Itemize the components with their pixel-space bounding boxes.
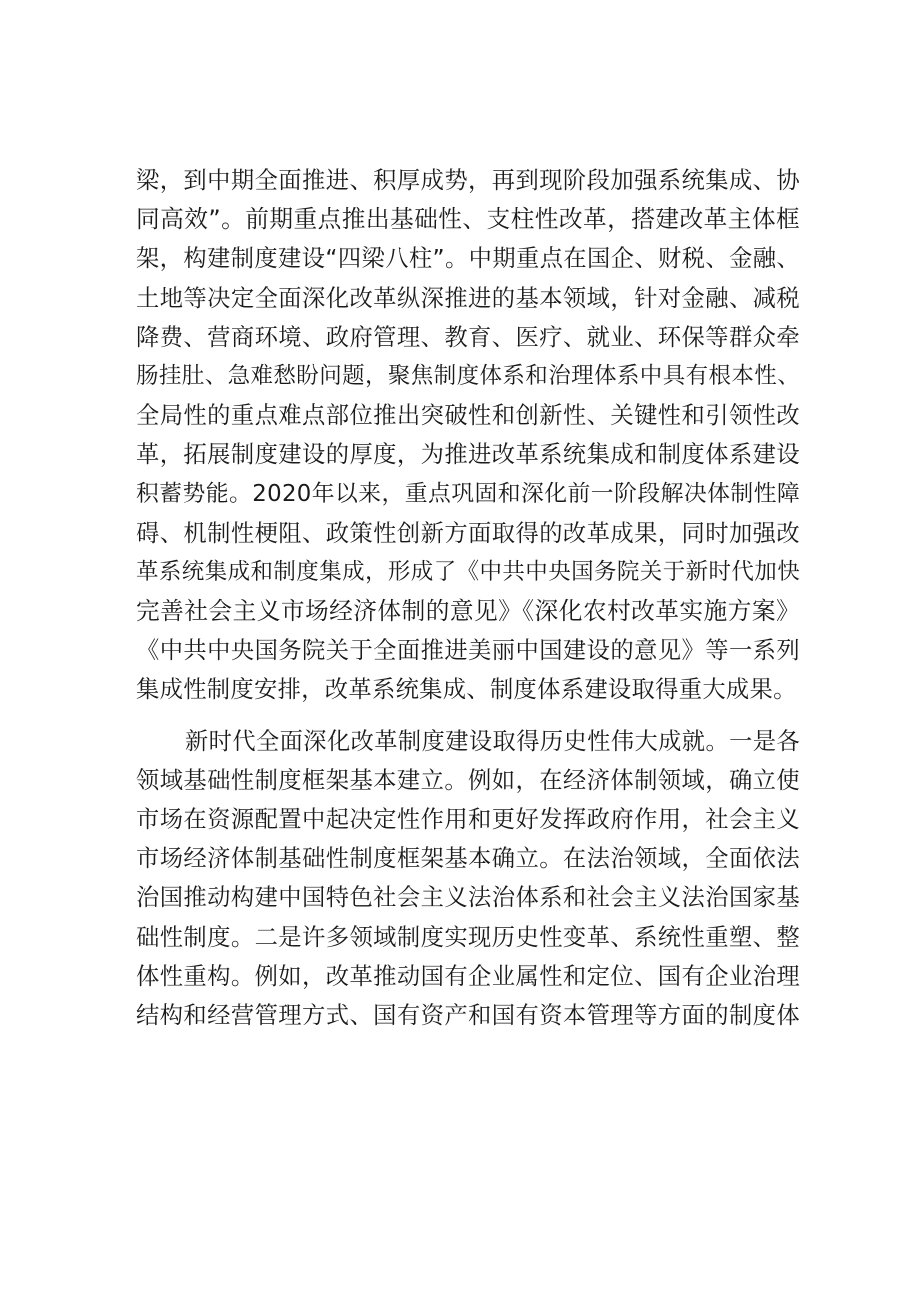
paragraph-1 <box>136 161 800 710</box>
text-line: 降费、营商环境、政府管理、教育、医疗、就业、环保等群众牵 <box>136 323 800 351</box>
text-line: 体性重构。例如，改革推动国有企业属性和定位、国有企业治理 <box>136 962 800 990</box>
text-line: 集成性制度安排，改革系统集成、制度体系建设取得重大成果。 <box>136 676 797 704</box>
body-text <box>136 161 800 1035</box>
text-line: 梁，到中期全面推进、积厚成势，再到现阶段加强系统集成、协 <box>136 167 800 194</box>
text-line: 《中共中央国务院关于全面推进美丽中国建设的意见》等一系列 <box>136 637 800 665</box>
text-line: 革，拓展制度建设的厚度，为推进改革系统集成和制度体系建设 <box>136 441 800 469</box>
text-line: 架，构建制度建设“四梁八柱”。中期重点在国企、财税、金融、 <box>136 245 800 273</box>
text-line: 肠挂肚、急难愁盼问题，聚焦制度体系和治理体系中具有根本性、 <box>136 362 800 389</box>
paragraph-2 <box>136 722 800 1036</box>
text-line: 碍、机制性梗阻、政策性创新方面取得的改革成果，同时加强改 <box>136 519 800 547</box>
text-line: 同高效”。前期重点推出基础性、支柱性改革，搭建改革主体框 <box>136 205 800 234</box>
text-line: 全局性的重点难点部位推出突破性和创新性、关键性和引领性改 <box>136 402 800 430</box>
text-line: 结构和经营管理方式、国有资产和国有资本管理等方面的制度体 <box>136 1001 800 1029</box>
text-line: 领域基础性制度框架基本建立。例如，在经济体制领域，确立使 <box>136 766 800 794</box>
paragraph-spacer <box>136 710 800 722</box>
text-line: 治国推动构建中国特色社会主义法治体系和社会主义法治国家基 <box>136 884 800 912</box>
text-line: 土地等决定全面深化改革纵深推进的基本领域，针对金融、减税 <box>136 284 800 312</box>
text-line: 市场经济体制基础性制度框架基本确立。在法治领域，全面依法 <box>136 845 800 873</box>
text-line: 新时代全面深化改革制度建设取得历史性伟大成就。一是各 <box>185 727 800 755</box>
text-line: 完善社会主义市场经济体制的意见》《深化农村改革实施方案》 <box>136 597 800 626</box>
text-line: 积蓄势能。2020年以来，重点巩固和深化前一阶段解决体制性障 <box>136 480 800 507</box>
text-line: 础性制度。二是许多领域制度实现历史性变革、系统性重塑、整 <box>136 923 800 951</box>
text-line: 市场在资源配置中起决定性作用和更好发挥政府作用，社会主义 <box>136 806 800 833</box>
text-line: 革系统集成和制度集成，形成了《中共中央国务院关于新时代加快 <box>136 558 800 585</box>
